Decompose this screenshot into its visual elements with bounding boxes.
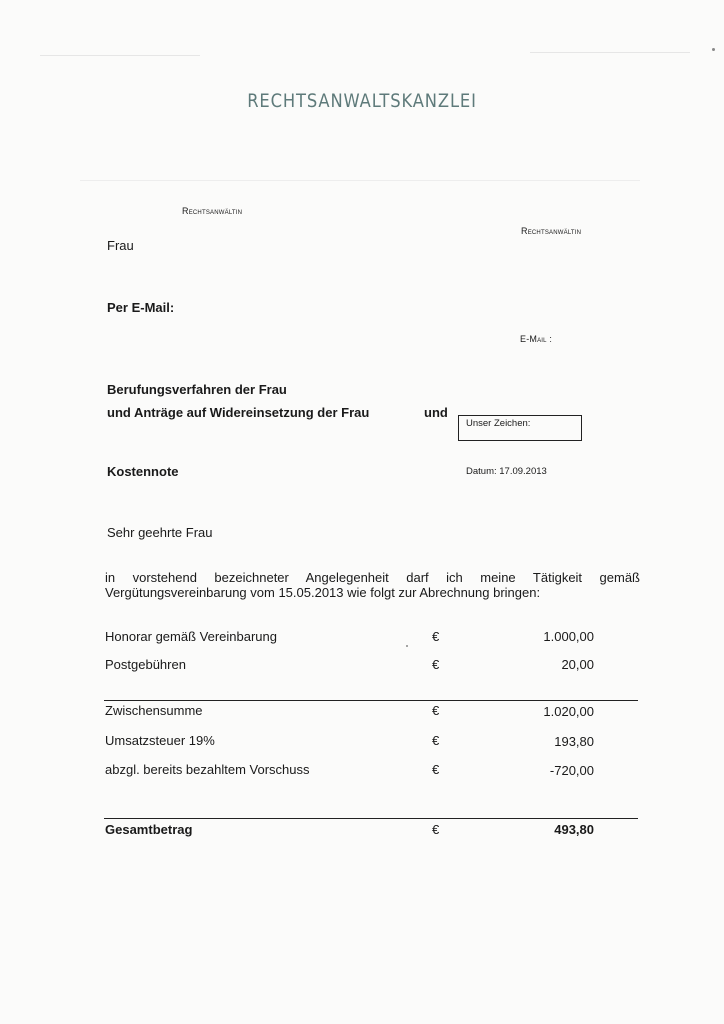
scan-artifact: [40, 55, 200, 56]
currency-symbol: €: [432, 703, 440, 718]
scan-speck: [712, 48, 715, 51]
reference-label: Unser Zeichen:: [466, 418, 531, 429]
right-role: Rechtsanwältin: [521, 226, 582, 236]
subtotal-label: Zwischensumme: [105, 703, 203, 718]
adjustment-label: Umsatzsteuer 19%: [105, 733, 215, 748]
subtotal-amount: 1.020,00: [543, 704, 594, 719]
left-role: Rechtsanwältin: [182, 206, 243, 216]
intro-line-2: Vergütungsvereinbarung vom 15.05.2013 wie folgt zur Abrechnung bringen:: [105, 585, 541, 600]
adjustment-amount: -720,00: [549, 763, 594, 778]
reference-box: [458, 415, 582, 441]
currency-symbol: €: [432, 822, 440, 837]
subtotal-rule: [104, 700, 638, 701]
document-date: Datum: 17.09.2013: [466, 466, 547, 477]
currency-symbol: €: [432, 762, 440, 777]
currency-symbol: €: [432, 733, 440, 748]
scan-artifact: [530, 52, 690, 53]
total-label: Gesamtbetrag: [105, 822, 193, 837]
item-label: Honorar gemäß Vereinbarung: [105, 629, 277, 644]
subject-line-2: und Anträge auf Widereinsetzung der Frau: [107, 405, 370, 420]
subject-line-1: Berufungsverfahren der Frau: [107, 382, 287, 397]
item-amount: 1.000,00: [543, 629, 594, 644]
item-amount: 20,00: [561, 657, 594, 672]
intro-line-1: in vorstehend bezeichneter Angelegenheit darf ich meine Tätigkeit gemäß: [105, 570, 640, 585]
adjustment-label: abzgl. bereits bezahltem Vorschuss: [105, 762, 310, 777]
recipient-salutation: Frau: [107, 238, 134, 253]
item-label: Postgebühren: [105, 657, 186, 672]
currency-symbol: €: [432, 657, 440, 672]
letterhead-divider: [80, 180, 640, 181]
document-title: Kostennote: [107, 464, 179, 479]
email-label: E-Mail :: [520, 334, 553, 344]
total-rule: [104, 818, 638, 819]
letterhead: RECHTSANWALTSKANZLEI: [247, 90, 477, 112]
adjustment-amount: 193,80: [554, 734, 594, 749]
currency-symbol: €: [432, 629, 440, 644]
subject-und: und: [424, 405, 448, 420]
greeting: Sehr geehrte Frau: [107, 525, 213, 540]
total-amount: 493,80: [554, 822, 594, 837]
via-email: Per E-Mail:: [107, 300, 175, 315]
scan-speck: [406, 645, 408, 647]
